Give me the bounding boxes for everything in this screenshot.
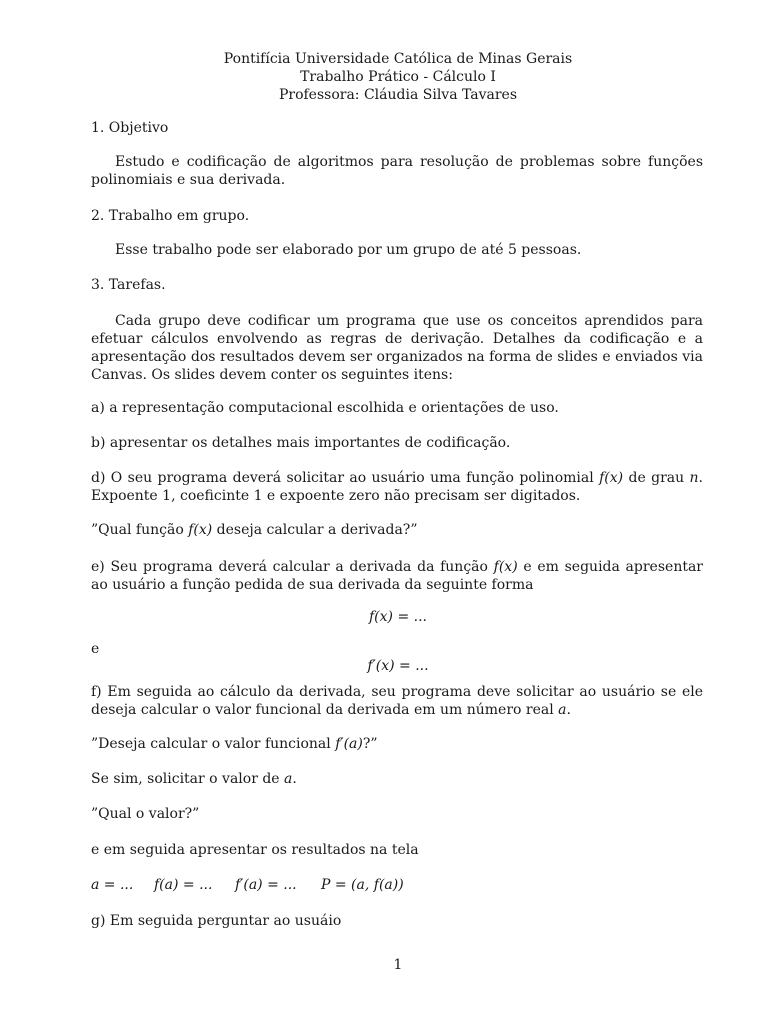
math-n: n	[689, 470, 699, 486]
item-d-text: d) O seu programa deverá solicitar ao usuário uma função polinomial	[91, 470, 600, 486]
question-text-2: deseja calcular a derivada?”	[212, 522, 418, 538]
item-f-text: f) Em seguida ao cálculo da derivada, seu programa deve solicitar ao usuário se ele deseja calcular o valor funcional da derivada em um número real	[91, 684, 703, 718]
result-a: a = ...	[91, 877, 134, 893]
result-f-a: f(a) = ...	[154, 877, 213, 893]
equation-fx: f(x) = ...	[369, 609, 427, 625]
item-d	[91, 469, 703, 505]
item-d-text-3: . Expoente 1, coeficinte 1 e expoente zero não precisam ser digitados.	[91, 470, 703, 504]
section-2-body: Esse trabalho pode ser elaborado por um grupo de até 5 pessoas.	[115, 242, 582, 258]
header-institution: Pontifícia Universidade Católica de Minas Gerais	[223, 51, 573, 67]
section-3-heading: 3. Tarefas.	[91, 277, 166, 293]
section-3-body: Cada grupo deve codificar um programa que use os conceitos aprendidos para efetuar cálculos envolvendo as regras de derivação. Detalhes da codificação e a apresentação dos resultados devem ser organizados na forma de slides e enviados via Canvas. Os slides devem conter os seguintes itens:	[91, 313, 703, 383]
question-derivative	[91, 521, 417, 539]
item-d-text-2: de grau	[623, 470, 690, 486]
item-e	[91, 558, 703, 594]
math-fx: f(x)	[599, 470, 624, 486]
question-value: ”Qual o valor?”	[91, 806, 200, 822]
math-fx: f(x)	[493, 559, 518, 575]
question-text: ”Deseja calcular o valor funcional	[91, 736, 336, 752]
section-1-heading: 1. Objetivo	[91, 120, 169, 136]
instruction-show-results: e em seguida apresentar os resultados na tela	[91, 842, 419, 858]
item-g: g) Em seguida perguntar ao usuáio	[91, 913, 342, 929]
section-1-body: Estudo e codificação de algoritmos para resolução de problemas sobre funções polinomiais e sua derivada.	[91, 154, 703, 188]
result-point-p: P = (a, f(a))	[321, 877, 404, 893]
header-professor: Professora: Cláudia Silva Tavares	[278, 87, 518, 103]
item-b: b) apresentar os detalhes mais importantes de codificação.	[91, 435, 511, 451]
header-course: Trabalho Prático - Cálculo I	[300, 69, 496, 85]
instruction-text-2: .	[292, 771, 297, 787]
result-fprime-a: f′(a) = ...	[235, 877, 297, 893]
question-functional-value	[91, 735, 378, 753]
math-a: a	[558, 702, 567, 718]
item-e-text: e) Seu programa deverá calcular a derivada da função	[91, 559, 494, 575]
equation-fprime: f′(x) = ...	[367, 658, 429, 674]
question-text-2: ?”	[362, 736, 378, 752]
conjunction-e: e	[91, 641, 100, 657]
item-e-text-2: e em seguida apresentar ao usuário a função pedida de sua derivada da seguinte forma	[91, 559, 703, 593]
item-f-text-2: .	[566, 702, 571, 718]
item-a: a) a representação computacional escolhida e orientações de uso.	[91, 400, 559, 416]
instruction-text: Se sim, solicitar o valor de	[91, 771, 285, 787]
page-number: 1	[393, 957, 403, 973]
math-a: a	[284, 771, 293, 787]
item-f	[91, 683, 703, 719]
instruction-request-a	[91, 770, 297, 788]
section-2-heading: 2. Trabalho em grupo.	[91, 208, 250, 224]
math-fprime-a: f′(a)	[335, 736, 363, 752]
question-text: ”Qual função	[91, 522, 189, 538]
math-fx: f(x)	[188, 522, 213, 538]
